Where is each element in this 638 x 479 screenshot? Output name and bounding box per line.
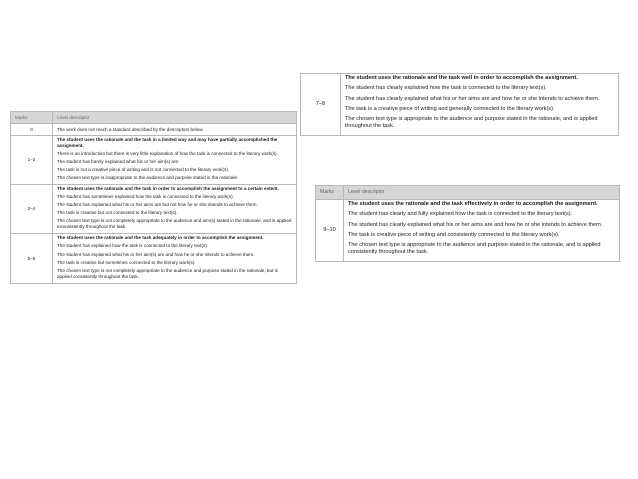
- rubric-table-right-bottom: [315, 185, 620, 262]
- descriptor-cell: [53, 124, 297, 136]
- descriptor-line: The student has explained what his or her aim(s) are and how he or she intends to achieve them.: [57, 251, 255, 257]
- marks-cell: 7–8: [301, 74, 341, 136]
- descriptor-lead: The student uses the rationale and the task in order to accomplish the assignment to a certain extent.: [57, 186, 279, 192]
- marks-header: Marks: [11, 112, 53, 124]
- descriptor-line: The chosen text type is appropriate to the audience and purpose stated in the rationale, and is applied throughout the task.: [345, 116, 598, 130]
- descriptor-line: The student has sometimes explained how the task is connected to the literary work(s).: [57, 194, 234, 200]
- descriptor-lead: The student uses the rationale and the task well in order to accomplish the assignment.: [345, 75, 578, 81]
- descriptor-lead: The student uses the rationale and the task in a limited way and may have partially accomplished the assignment.: [57, 137, 278, 148]
- table-row: [11, 234, 297, 283]
- table-row: [11, 136, 297, 185]
- marks-cell: 5–6: [11, 234, 53, 283]
- table-header-row: [11, 112, 297, 124]
- descriptor-line: The task is creative but sometimes connected to the literary work(s).: [57, 259, 196, 265]
- descriptor-cell: [53, 136, 297, 185]
- descriptor-line: The chosen text type is not completely appropriate to the audience and purpose stated in the rationale, but is applied consistently throughout the task.: [57, 267, 278, 279]
- descriptor-line: The task is a creative piece of writing and generally connected to the literary work(s).: [345, 105, 555, 112]
- descriptor-line: The student has explained how the task is connected to the literary text(s).: [57, 243, 209, 249]
- descriptor-line: The task is not a creative piece of writing and is not connected to the literary work(s).: [57, 167, 230, 173]
- descriptor-cell: [53, 185, 297, 234]
- descriptor-lead: The student uses the rationale and the task adequately in order to accomplish the assignment.: [57, 235, 264, 241]
- marks-cell: 9–10: [316, 200, 344, 262]
- table-header-row: [316, 186, 620, 200]
- descriptor-line: There is an introduction but there is very little explanation of how the task is connected to the literary work(s).: [57, 150, 278, 156]
- marks-cell: 3–4: [11, 185, 53, 234]
- rubric-table-right-top: [300, 73, 619, 136]
- descriptor-line: The task is creative piece of writing and consistently connected to the literary work(s).: [348, 231, 560, 238]
- marks-cell: 0: [11, 124, 53, 136]
- rubric-table-left: [10, 111, 297, 284]
- marks-header: Marks: [316, 186, 344, 200]
- descriptor-line: The chosen text type is inappropriate to the audience and purpose stated in the rationale.: [57, 175, 239, 181]
- descriptor-line: The student has clearly explained what his or her aims are and how he or she intends to achieve them.: [348, 221, 603, 228]
- table-row: [11, 124, 297, 136]
- descriptor-line: The chosen text type is not completely appropriate to the audience and aim(s) stated in the rationale, and is applied inconsistently throughout the task.: [57, 218, 292, 230]
- descriptor-cell: [341, 74, 619, 136]
- table-row: [316, 200, 620, 262]
- descriptor-line: The work does not reach a standard described by the descriptors below.: [57, 126, 204, 132]
- descriptor-line: The chosen text type is appropriate to the audience and purpose stated in the rationale, and is applied consistently throughout the task.: [348, 242, 601, 256]
- descriptor-cell: [344, 200, 620, 262]
- descriptor-line: The student has barely explained what his or her aim(s) are.: [57, 159, 180, 164]
- descriptor-header: Level descriptor: [344, 186, 620, 200]
- table-row: [11, 185, 297, 234]
- marks-cell: 1–2: [11, 136, 53, 185]
- descriptor-header: Level descriptor: [53, 112, 297, 124]
- table-row: [301, 74, 619, 136]
- descriptor-line: The student has explained what his or her aims are but not how he or she intends to achieve them.: [57, 202, 258, 208]
- descriptor-line: The student has clearly and fully explained how the task is connected to the literary text(s).: [348, 211, 573, 218]
- descriptor-cell: [53, 234, 297, 283]
- descriptor-lead: The student uses the rationale and the task effectively in order to accomplish the assignment.: [348, 201, 598, 207]
- descriptor-line: The task is creative but not connected to the literary text(s).: [57, 210, 178, 216]
- descriptor-line: The student has clearly explained what his or her aims are and how he or she intends to achieve them.: [345, 95, 600, 102]
- descriptor-line: The student has clearly explained how the task is connected to the literary text(s).: [345, 85, 547, 92]
